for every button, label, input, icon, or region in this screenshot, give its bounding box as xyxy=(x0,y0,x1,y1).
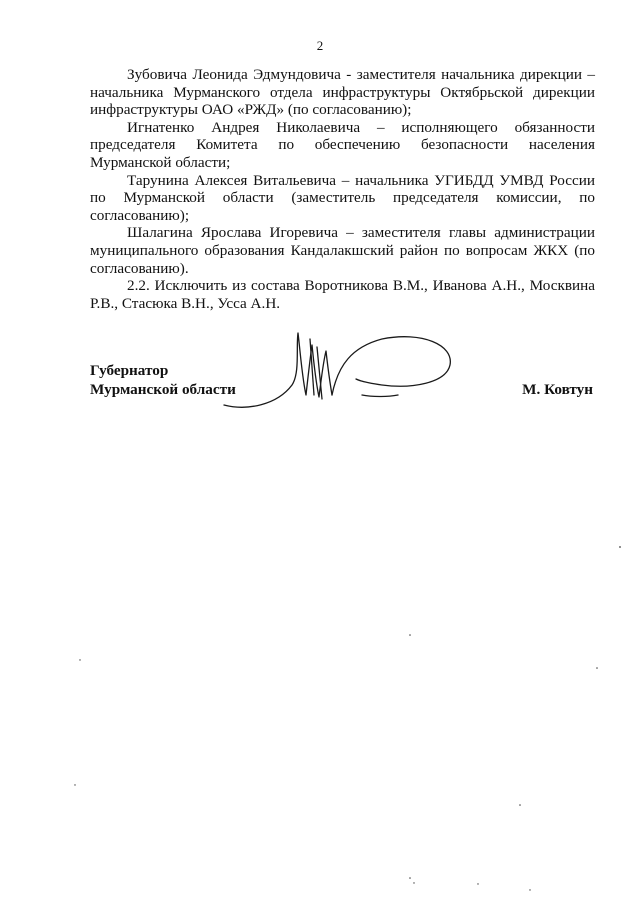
signer-title-line1: Губернатор xyxy=(90,362,169,379)
signer-name: М. Ковтун xyxy=(522,381,593,398)
page-number: 2 xyxy=(316,38,324,53)
paragraph-ignatenko: Игнатенко Андрея Николаевича – исполняющего обязанности председателя Комитета по обеспечению безопасности населения Мурманской области; xyxy=(90,118,595,171)
paragraph-tarunin: Тарунина Алексея Витальевича – начальника УГИБДД УМВД России по Мурманской области (заместитель председателя комиссии, по согласованию); xyxy=(90,171,595,224)
paragraph-zubovich: Зубовича Леонида Эдмундовича - заместителя начальника дирекции – начальника Мурманского отдела инфраструктуры Октябрьской дирекции инфраструктуры ОАО «РЖД» (по согласованию); xyxy=(90,66,595,119)
paragraph-shalagin: Шалагина Ярослава Игоревича – заместителя главы администрации муниципального образования Кандалакшский район по вопросам ЖКХ (по согласованию). xyxy=(90,224,595,277)
signer-title-line2: Мурманской области xyxy=(90,381,236,398)
paragraph-exclusion: 2.2. Исключить из состава Воротникова В.М., Иванова А.Н., Москвина Р.В., Стасюка В.Н., Усса А.Н. xyxy=(90,277,595,312)
